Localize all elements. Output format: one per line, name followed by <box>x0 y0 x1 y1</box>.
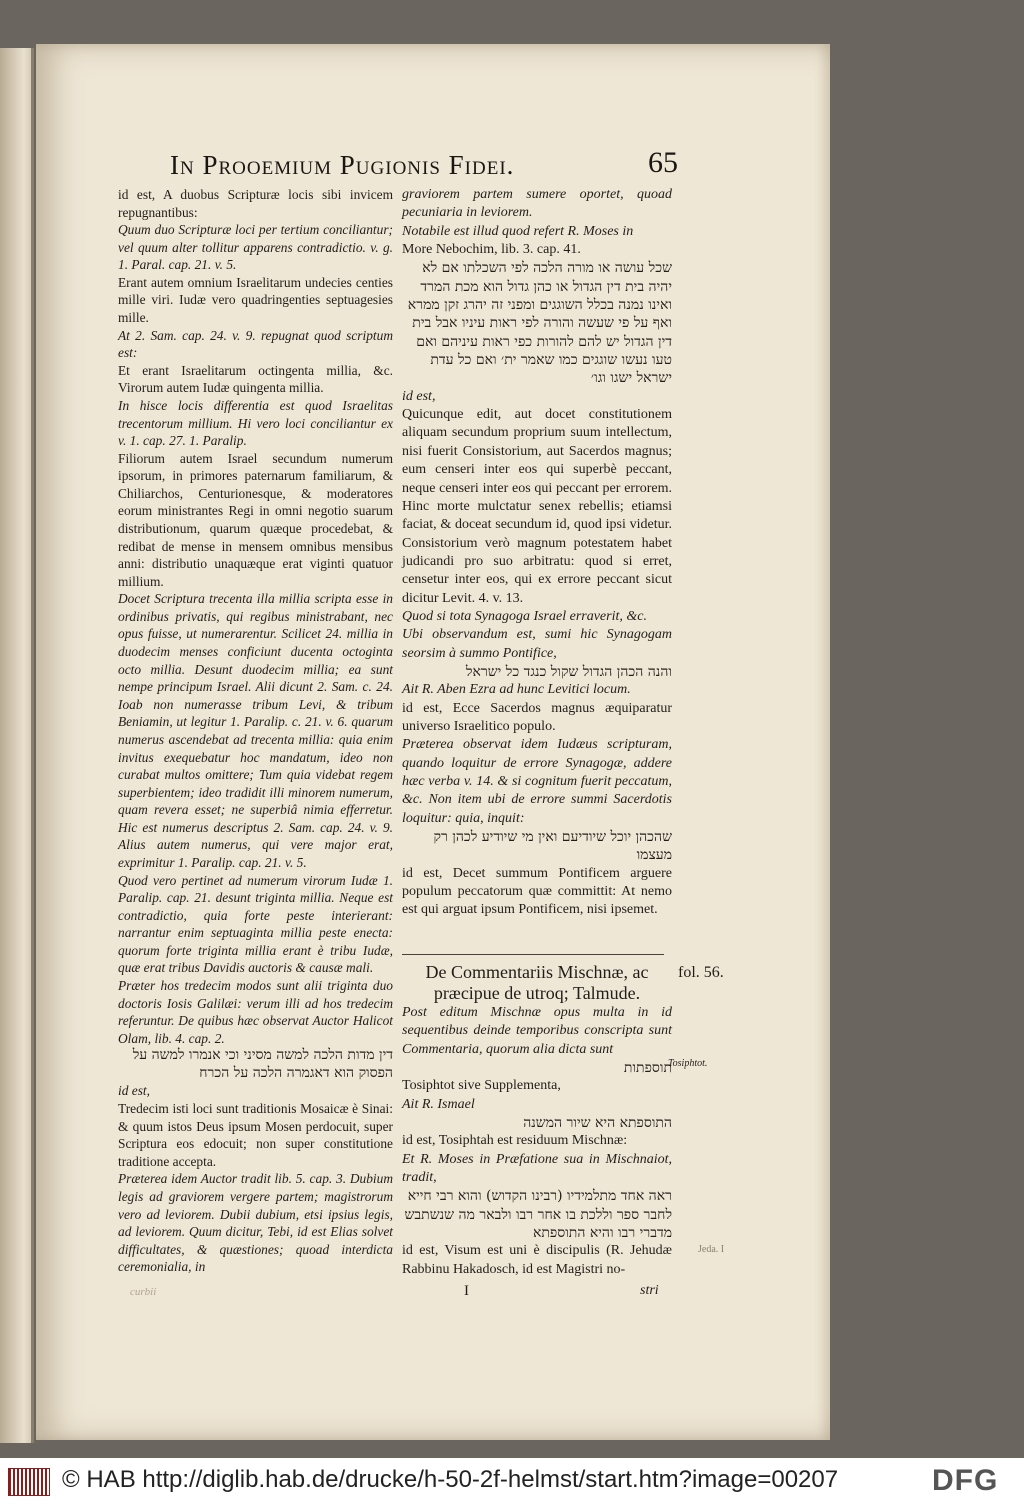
running-title: In Prooemium Pugionis Fidei. <box>170 150 515 180</box>
text-paragraph: Et R. Moses in Præfatione sua in Mischnaiot, tradit, <box>402 1151 672 1186</box>
text-paragraph: Filiorum autem Israel secundum numerum ipsorum, in primores paternarum familiarum, & Chiliarchos, Centurionesque, & moderatores eorum ministrantes Regi in omni negotio suarum distributionum, quarum quæque procedebat, & redibat de mense in mensem omnibus mensibus anni: distributio unaquæque erat viginti quatuor millium. <box>118 450 393 589</box>
hebrew-passage: התוספתא היא שיור המשנה <box>523 1115 672 1132</box>
text-paragraph: Et erant Israelitarum octingenta millia, &c. Virorum autem Iudæ quingenta millia. <box>118 362 393 396</box>
section-paragraphs <box>402 1004 672 1279</box>
text-paragraph: Quicunque edit, aut docet constitutionem aliquam secundum proprium suum intellectum, nisi fuerit Consistorium, aut Sacerdos magnus; eum censeri inter eos qui superbè peccant, neque censeri inter eos qui peccant per errorem. Hinc morte mulctatur senex rebellis; etiamsi faciat, & doceat secundum id, quod ipsi videtur. Consistorium verò magnum potestatem habet judicandi pro suo arbitratu: quod si erret, censetur inter eos, qui ex errore peccant sicut dicitur Levit. 4. v. 13. <box>402 407 672 606</box>
facing-page-edge <box>0 48 34 1443</box>
section-heading: De Commentariis Mischnæ, ac præcipue de utroq; Talmude. <box>425 962 649 1003</box>
left-column <box>118 186 393 1276</box>
text-paragraph: Quum duo Scripturæ loci per tertium conciliantur; vel quum alter tollitur apparens contradictio. v. g. 1. Paral. cap. 21. v. 5. <box>118 222 393 273</box>
text-paragraph: id est, Tosiphtah est residuum Mischnæ: <box>402 1133 628 1149</box>
text-paragraph: id est, Ecce Sacerdos magnus æquiparatur universo Israelitico populo. <box>402 700 672 734</box>
text-paragraph: Tosiphtot sive Supplementa, <box>402 1078 561 1094</box>
text-paragraph: At 2. Sam. cap. 24. v. 9. repugnat quod scriptum est: <box>118 327 393 361</box>
text-paragraph: Tredecim isti loci sunt traditionis Mosaicæ è Sinai: & quum istos Deus ipsum Mosen perdocuit, super Scriptura eos edocuit; non super constitutione traditione accepta. <box>118 1101 393 1169</box>
text-paragraph: Docet Scriptura trecenta illa millia scripta esse in ordinibus privatis, qui regibus ministrabant, nec opus fuisse, ut numerarentur. Scilicet 24. millia in duodecim menses conficiunt ducenta octoginta octo millia. Desunt duodecim millia; ea sunt nempe principum Israel. Alii dicunt 2. Sam. c. 24. Ioab non numerasse tribum Levi, & tribum Beniamin, ut legitur 1. Paralip. c. 21. v. 6. quarum numerus ascendebat ad trecenta millia: quia enim invitus exequebatur hoc mandatum, ideo non curabat multos omittere; Tum quia videbat regem superbientem; ideo tradidit illi minorem numerum, quam revera esset; ne superbiâ nimia efferretur. Hic est numerus descriptus 2. Sam. cap. 24. v. 9. Alius autem numerus, qui vere major erat, exprimitur 1. Paralip. cap. 21. v. 5. <box>118 591 393 870</box>
bleed-through-text: curbii <box>130 1286 157 1298</box>
text-paragraph: id est, Decet summum Pontificem arguere populum peccatorum quæ committit: At nemo est qui arguat ipsum Pontificem, nisi ipsemet. <box>402 865 672 918</box>
page-number: 65 <box>648 146 678 179</box>
text-paragraph: id est, <box>402 388 436 404</box>
text-paragraph: Præter hos tredecim modos sunt alii triginta duo doctoris Iosis Galilæi: verum illi ad hos tredecim referuntur. De quibus hæc observat Auctor Halicot Olam, lib. 4. cap. 2. <box>118 978 393 1046</box>
text-paragraph: Ait R. Aben Ezra ad hunc Levitici locum. <box>402 682 631 698</box>
text-paragraph: More Nebochim, lib. 3. cap. 41. <box>402 242 581 258</box>
text-paragraph: Notabile est illud quod refert R. Moses in <box>402 223 634 239</box>
hebrew-passage: שהכהן יוכל שיודיעם ואין מי שיודיע לכהן רק מעצמו <box>433 829 672 864</box>
text-paragraph: In hisce locis differentia est quod Israelitas trecentorum millium. Hi vero loci conciliantur ex v. 1. cap. 27. 1. Paralip. <box>118 397 393 449</box>
text-paragraph: id est, Visum est uni è discipulis (R. Jehudæ Rabbinu Hakadosch, id est Magistri no- <box>402 1243 672 1277</box>
viewer-footer <box>0 1458 1024 1504</box>
hebrew-passage: דין מדות הלכה למשה מסיני וכי אנמרו למשה על הפסוק הוא דאגמרה הלכה על הכרח <box>132 1047 393 1081</box>
catchword: stri <box>640 1283 659 1298</box>
barcode-icon <box>8 1468 50 1496</box>
text-paragraph: Post editum Mischnæ opus multa in id sequentibus deinde temporibus conscripta sunt Commentaria, quorum alia dicta sunt <box>402 1005 672 1057</box>
text-paragraph: Præterea idem Auctor tradit lib. 5. cap. 3. Dubium legis ad graviorem vergere partem; magistrorum vero ad leviorem. Dubii dubium, etsi ipsius legis, ad leviorem. Quum dicitur, Tebi, id est Elias solvet difficultates, & quæstiones; quoad interdicta ceremonialia, in <box>118 1171 393 1275</box>
dfg-logo: DFG <box>932 1464 999 1497</box>
right-column <box>402 186 672 920</box>
text-paragraph: Quod vero pertinet ad numerum virorum Iudæ 1. Paralip. cap. 21. desunt triginta millia. Neque est contradictio, quia forte peste interierant: narrantur enim septuaginta millia peste enecta: quorum forte triginta millia erant è tribu Iudæ, quæ erat tribus Davidis auctoris & causæ mali. <box>118 872 393 976</box>
margin-note-folio: fol. 56. <box>678 964 724 981</box>
margin-note-tosiphtot: Tosiphtot. <box>668 1058 708 1069</box>
margin-note-faint: Jeda. I <box>698 1244 725 1255</box>
text-paragraph: Ubi observandum est, sumi hic Synagogam seorsim à summo Pontifice, <box>402 627 672 661</box>
section-rule <box>402 954 664 955</box>
text-paragraph: Erant autem omnium Israelitarum undecies centies mille viri. Iudæ vero quadringenties septuagesies mille. <box>118 274 393 326</box>
section-block <box>402 962 672 1279</box>
text-paragraph: id est, A duobus Scripturæ locis sibi invicem repugnantibus: <box>118 187 393 220</box>
text-paragraph: id est, <box>118 1083 150 1099</box>
hebrew-passage: תוספתות <box>623 1060 672 1077</box>
copyright-url[interactable]: © HAB http://diglib.hab.de/drucke/h-50-2f-helmst/start.htm?image=00207 <box>62 1466 839 1493</box>
hebrew-passage: שכל עושה או מורה הלכה לפי השכלתו אם לא יהיה בית דין הגדול או כהן גדול הוא מכת המרד ואינו נמנה בכלל השוגגים ומפני זה יהרג זקן ממרא ואף על פי שעשה והורה לפי ראות עיניו אבל בית דין הגדול יש להם להורות כפי ראות עיניהם ואם טעו נעשו שוגגים כמו שאמר ית׳ ואם כל עדת ישראל ישגו וגו׳ <box>407 260 672 387</box>
hebrew-passage: והנה הכהן הגדול שקול כנגד כל ישראל <box>465 663 672 680</box>
text-paragraph: Ait R. Ismael <box>402 1096 475 1112</box>
hebrew-passage: ראה אחד מתלמידיו (רבינו הקדוש) והוא רבי חייא לחבר ספר וללכת בו אחר רבו ולבאר מה שנשתבש מדברי רבו והיא התוספתא <box>404 1188 672 1242</box>
text-paragraph: graviorem partem sumere oportet, quoad pecuniaria in leviorem. <box>402 187 672 221</box>
signature-mark: I <box>464 1283 469 1299</box>
text-paragraph: Præterea observat idem Iudæus scripturam, quando loquitur de errore Synagogæ, addere hæc verba v. 14. & si cognitum fuerit peccatum, &c. Non item ubi de errore summi Sacerdotis loquitur: quia, inquit: <box>402 737 672 826</box>
text-paragraph: Quod si tota Synagoga Israel erraverit, &c. <box>402 608 647 624</box>
